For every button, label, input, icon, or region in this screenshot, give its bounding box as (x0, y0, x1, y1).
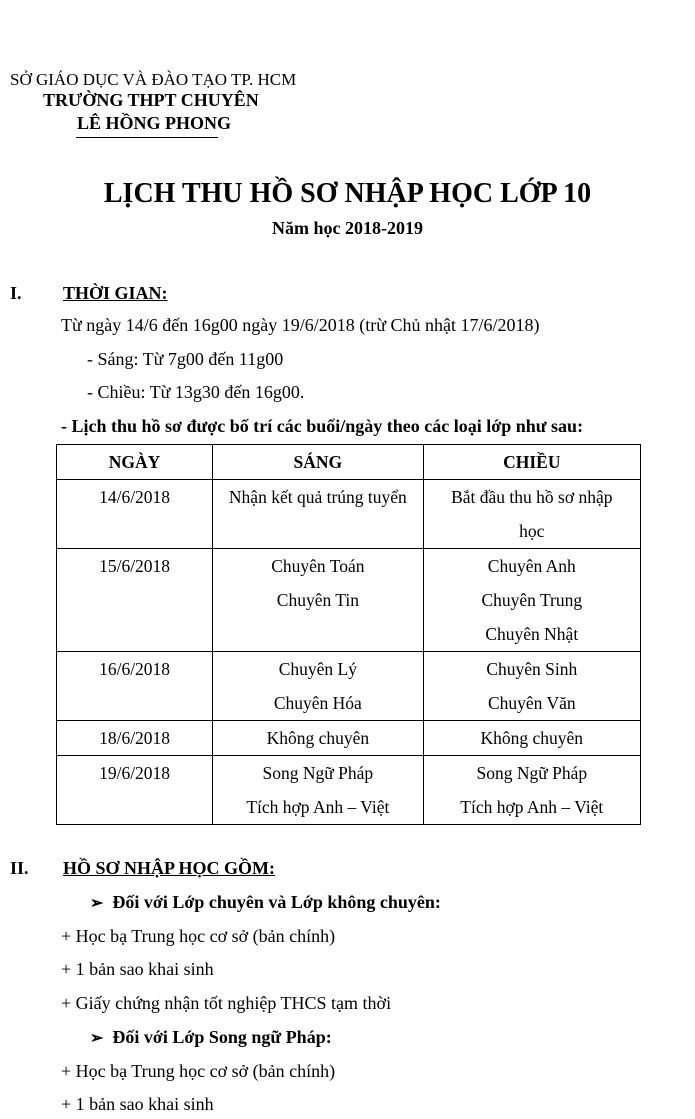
cell-afternoon (423, 480, 640, 549)
header-afternoon: CHIỀU (423, 445, 640, 480)
schedule-intro: - Lịch thu hồ sơ được bố trí các buổi/ngày theo các loại lớp như sau: (61, 416, 584, 436)
section1-title: THỜI GIAN: (63, 283, 168, 303)
group2-heading (90, 1027, 332, 1048)
cell-line: Không chuyên (266, 728, 370, 748)
cell-line: Bắt đầu thu hồ sơ nhập (451, 487, 613, 507)
cell-line: học (519, 521, 545, 541)
cell-date: 15/6/2018 (57, 549, 213, 652)
table-row (57, 756, 641, 825)
school-name-line1: TRƯỜNG THPT CHUYÊN (43, 90, 259, 110)
cell-line: Tích hợp Anh – Việt (460, 797, 604, 817)
section2-number: II. (10, 858, 29, 878)
table-header-row (57, 445, 641, 480)
cell-line: Tích hợp Anh – Việt (246, 797, 390, 817)
cell-morning (213, 652, 423, 721)
cell-line: Song Ngữ Pháp (476, 763, 588, 783)
list-item: + 1 bản sao khai sinh (61, 959, 214, 979)
document-title: LỊCH THU HỒ SƠ NHẬP HỌC LỚP 10 (103, 178, 592, 209)
cell-morning (213, 549, 423, 652)
section1-number: I. (10, 283, 22, 303)
cell-morning (213, 721, 423, 756)
group1-title: Đối với Lớp chuyên và Lớp không chuyên: (112, 892, 441, 912)
header-morning: SÁNG (213, 445, 423, 480)
header-underline (76, 137, 218, 138)
list-item: + Giấy chứng nhận tốt nghiệp THCS tạm thời (61, 993, 392, 1013)
cell-line: Chuyên Toán (271, 556, 365, 576)
cell-line: Không chuyên (480, 728, 584, 748)
cell-date: 16/6/2018 (57, 652, 213, 721)
arrow-bullet-icon: ➢ (90, 895, 104, 912)
section1-morning-hours: - Sáng: Từ 7g00 đến 11g00 (87, 349, 284, 369)
cell-afternoon (423, 652, 640, 721)
arrow-bullet-icon: ➢ (90, 1030, 104, 1047)
table-row (57, 652, 641, 721)
cell-afternoon (423, 756, 640, 825)
list-item: + Học bạ Trung học cơ sở (bản chính) (61, 1061, 336, 1081)
cell-morning (213, 756, 423, 825)
cell-morning (213, 480, 423, 549)
group1-heading (90, 892, 441, 913)
cell-line: Chuyên Hóa (273, 693, 362, 713)
schedule-table (56, 444, 641, 825)
cell-line: Chuyên Lý (278, 659, 357, 679)
cell-line: Chuyên Trung (481, 590, 583, 610)
school-name-line2: LÊ HỒNG PHONG (77, 113, 232, 133)
cell-line: Chuyên Anh (487, 556, 576, 576)
section1-afternoon-hours: - Chiều: Từ 13g30 đến 16g00. (87, 382, 305, 402)
section2-title: HỒ SƠ NHẬP HỌC GỒM: (63, 858, 276, 878)
header-date: NGÀY (57, 445, 213, 480)
cell-line: Chuyên Tin (276, 590, 359, 610)
section1-period: Từ ngày 14/6 đến 16g00 ngày 19/6/2018 (trừ Chủ nhật 17/6/2018) (61, 315, 540, 335)
cell-line: Nhận kết quả trúng tuyển (228, 487, 407, 507)
cell-date: 14/6/2018 (57, 480, 213, 549)
document-subtitle: Năm học 2018-2019 (272, 218, 423, 238)
cell-line: Song Ngữ Pháp (262, 763, 374, 783)
cell-date: 18/6/2018 (57, 721, 213, 756)
cell-line: Chuyên Văn (487, 693, 576, 713)
cell-afternoon (423, 549, 640, 652)
cell-date: 19/6/2018 (57, 756, 213, 825)
list-item: + 1 bản sao khai sinh (61, 1094, 214, 1114)
table-row (57, 721, 641, 756)
cell-line: Chuyên Nhật (485, 624, 579, 644)
table-row (57, 549, 641, 652)
group2-title: Đối với Lớp Song ngữ Pháp: (112, 1027, 332, 1047)
cell-line: Chuyên Sinh (486, 659, 578, 679)
table-row (57, 480, 641, 549)
department-name: SỞ GIÁO DỤC VÀ ĐÀO TẠO TP. HCM (10, 70, 297, 89)
cell-afternoon (423, 721, 640, 756)
list-item: + Học bạ Trung học cơ sở (bản chính) (61, 926, 336, 946)
